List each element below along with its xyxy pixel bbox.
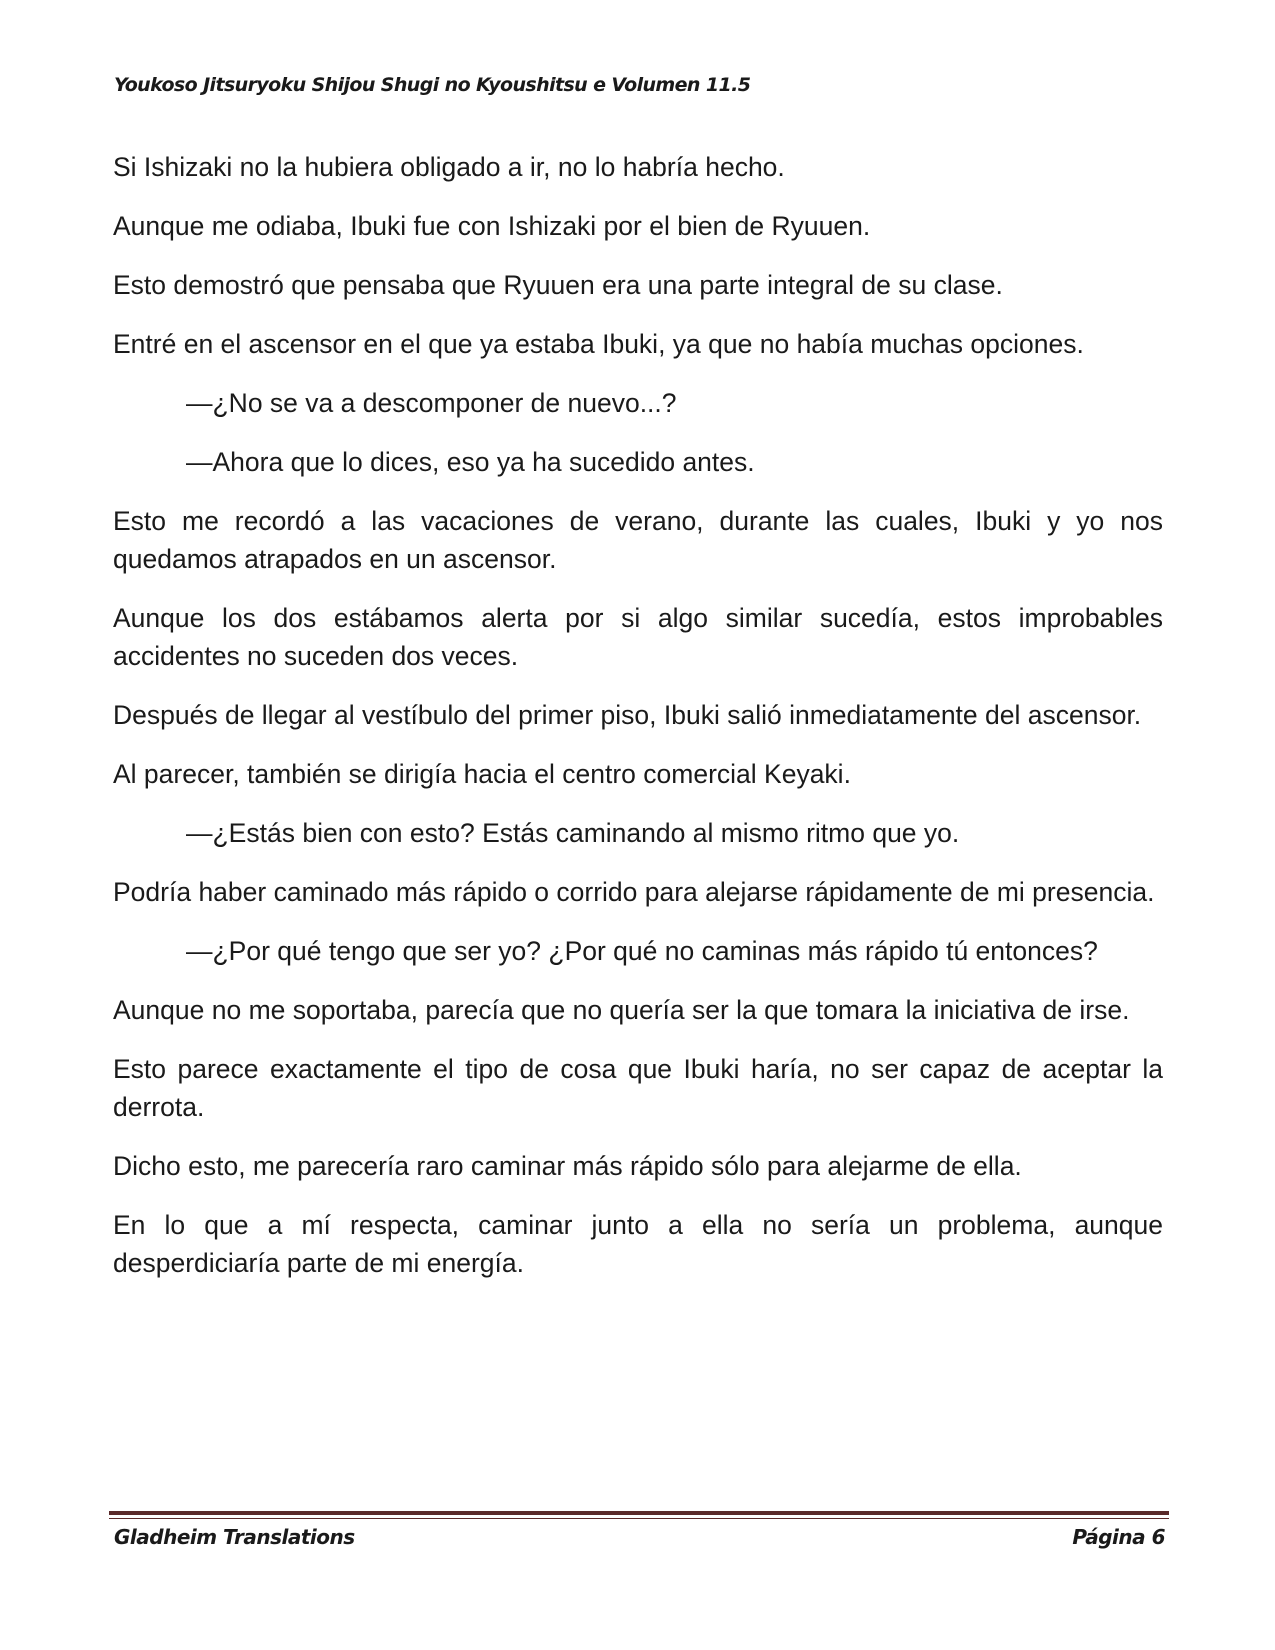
paragraph: Esto me recordó a las vacaciones de verano, durante las cuales, Ibuki y yo nos quedamos atrapados en un ascensor. <box>113 506 1163 574</box>
paragraph: Después de llegar al vestíbulo del primer piso, Ibuki salió inmediatamente del ascensor. <box>113 700 1142 730</box>
paragraph: Podría haber caminado más rápido o corrido para alejarse rápidamente de mi presencia. <box>113 877 1155 907</box>
footer-divider-thick <box>109 1511 1169 1515</box>
footer-translator-credit: Gladheim Translations <box>114 1525 355 1549</box>
footer-page-number: Página 6 <box>1072 1525 1165 1549</box>
paragraph: Esto parece exactamente el tipo de cosa que Ibuki haría, no ser capaz de aceptar la derrota. <box>113 1054 1163 1122</box>
paragraph: Si Ishizaki no la hubiera obligado a ir, no lo habría hecho. <box>113 152 785 182</box>
paragraph: Dicho esto, me parecería raro caminar más rápido sólo para alejarme de ella. <box>113 1151 1022 1181</box>
paragraph: Entré en el ascensor en el que ya estaba Ibuki, ya que no había muchas opciones. <box>113 329 1084 359</box>
paragraph: Aunque los dos estábamos alerta por si algo similar sucedía, estos improbables accidentes no suceden dos veces. <box>113 603 1163 671</box>
dialogue-line: —¿Estás bien con esto? Estás caminando al mismo ritmo que yo. <box>186 818 960 848</box>
page-header-title: Youkoso Jitsuryoku Shijou Shugi no Kyoushitsu e Volumen 11.5 <box>114 74 751 96</box>
dialogue-line: —¿No se va a descomponer de nuevo...? <box>186 388 677 418</box>
paragraph: Al parecer, también se dirigía hacia el centro comercial Keyaki. <box>113 759 851 789</box>
paragraph: En lo que a mí respecta, caminar junto a ella no sería un problema, aunque desperdiciaría parte de mi energía. <box>113 1210 1163 1278</box>
dialogue-line: —Ahora que lo dices, eso ya ha sucedido antes. <box>186 447 755 477</box>
paragraph: Aunque no me soportaba, parecía que no quería ser la que tomara la iniciativa de irse. <box>113 995 1130 1025</box>
page-body <box>113 148 1163 1303</box>
paragraph: Esto demostró que pensaba que Ryuuen era una parte integral de su clase. <box>113 270 1003 300</box>
dialogue-line: —¿Por qué tengo que ser yo? ¿Por qué no caminas más rápido tú entonces? <box>186 936 1098 966</box>
footer-divider-thin <box>109 1518 1169 1519</box>
paragraph: Aunque me odiaba, Ibuki fue con Ishizaki por el bien de Ryuuen. <box>113 211 871 241</box>
